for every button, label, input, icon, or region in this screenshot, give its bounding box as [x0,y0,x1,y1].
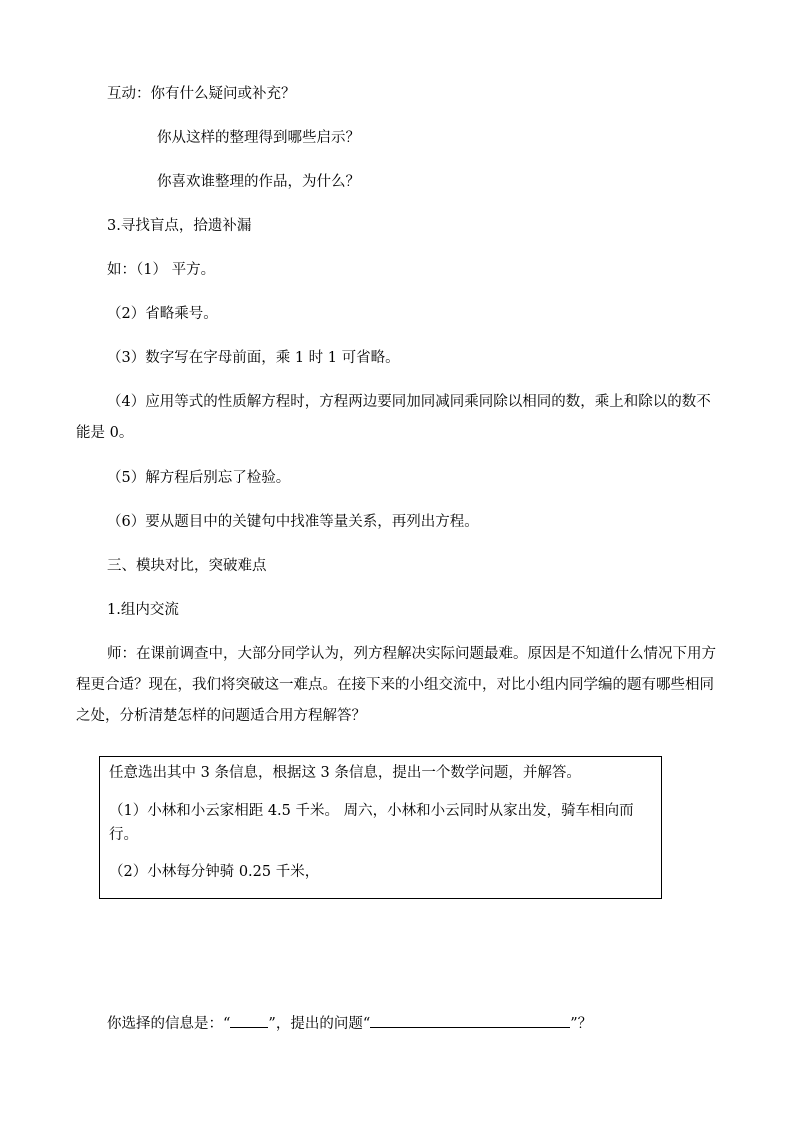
section3-item-3: （3）数字写在字母前面，乘 1 时 1 可省略。 [107,350,400,366]
answer-prefix: 你选择的信息是：“ [107,1016,231,1032]
section3-item-1: 如：（1） 平方。 [107,262,216,278]
section3-item-4: （4）应用等式的性质解方程时，方程两边要同加同减同乘同除以相同的数，乘上和除以的数不能是 0。 [76,394,711,441]
section3-item-2: （2）省略乘号。 [107,306,218,322]
section3-title: 3.寻找盲点，拾遗补漏 [107,218,252,234]
part-three-subheading: 1.组内交流 [107,602,179,618]
interaction-line-1: 互动：你有什么疑问或补充？ [107,86,296,102]
question-blank[interactable] [370,1013,570,1028]
interaction-line-3: 你喜欢谁整理的作品，为什么？ [157,174,360,190]
info-box-intro: 任意选出其中 3 条信息，根据这 3 条信息，提出一个数学问题，并解答。 [109,765,581,781]
answer-suffix: ”？ [570,1016,593,1032]
part-three-heading: 三、模块对比，突破难点 [107,558,267,574]
info-choice-blank[interactable] [230,1013,268,1028]
teacher-paragraph: 师：在课前调查中，大部分同学认为，列方程解决实际问题最难。原因是不知道什么情况下用方程更合适？现在，我们将突破这一难点。在接下来的小组交流中，对比小组内同学编的题有哪些相同之处，分析清楚怎样的问题适合用方程解答？ [76,646,716,724]
info-box-item-1: （1）小林和小云家相距 4.5 千米。 周六，小林和小云同时从家出发，骑车相向而行。 [109,803,634,843]
section3-item-6: （6）要从题目中的关键句中找准等量关系，再列出方程。 [107,514,479,530]
info-box-item-2: （2）小林每分钟骑 0.25 千米， [109,864,320,880]
answer-line [107,1013,592,1034]
info-box [99,756,662,899]
section3-item-5: （5）解方程后别忘了检验。 [107,470,291,486]
answer-middle: ”，提出的问题“ [268,1016,371,1032]
interaction-line-2: 你从这样的整理得到哪些启示？ [157,130,360,146]
